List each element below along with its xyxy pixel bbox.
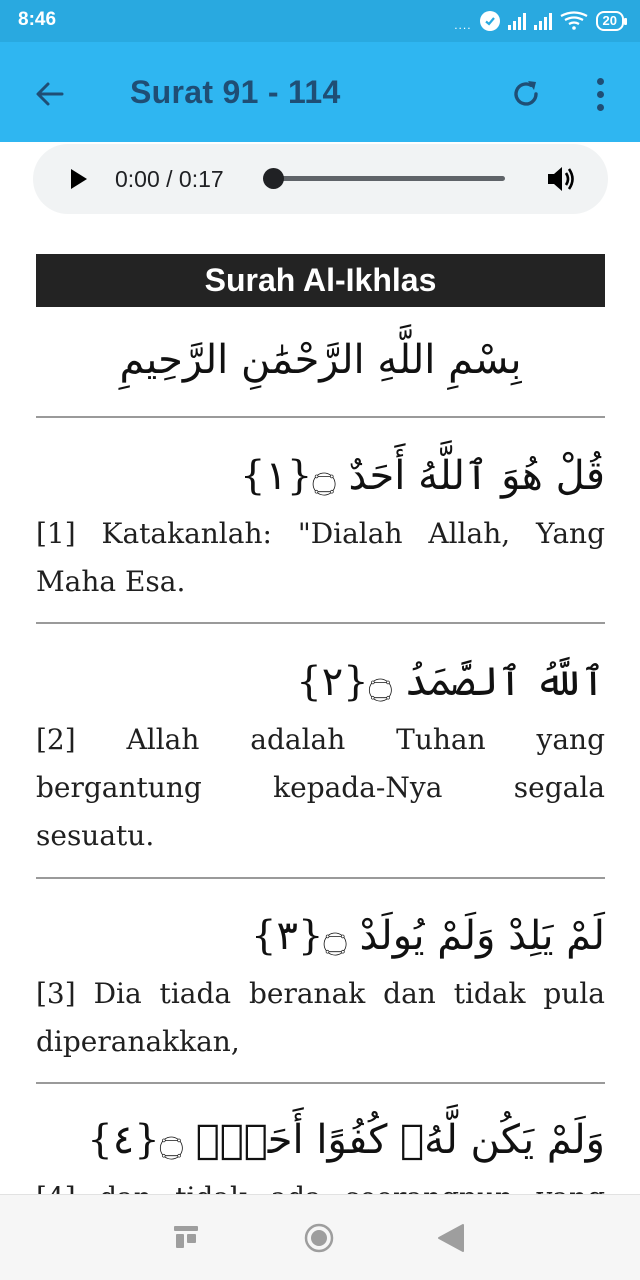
status-time: 8:46: [18, 9, 57, 30]
recents-icon[interactable]: [172, 1223, 200, 1251]
check-circle-icon: [480, 11, 500, 31]
play-icon: [67, 167, 89, 191]
signal-icon: [508, 12, 526, 30]
refresh-button[interactable]: [504, 72, 548, 116]
seek-bar[interactable]: [265, 176, 505, 181]
refresh-icon: [509, 77, 543, 111]
seek-thumb[interactable]: [263, 168, 284, 189]
verse-2-arabic: ٱللَّهُ ٱلصَّمَدُ ۝{٢}: [296, 659, 605, 705]
audio-player: [33, 144, 608, 214]
play-button[interactable]: [63, 164, 93, 194]
back-button[interactable]: [28, 72, 72, 116]
battery-icon: 20: [596, 11, 624, 31]
divider: [36, 416, 605, 418]
system-nav-bar: [0, 1194, 640, 1280]
divider: [36, 877, 605, 879]
verse-1-arabic: قُلْ هُوَ ٱللَّهُ أَحَدٌ ۝{١}: [239, 453, 605, 499]
basmala-text: بِسْمِ اللَّهِ الرَّحْمَٰنِ الرَّحِيمِ: [119, 337, 522, 383]
status-bar: [0, 0, 640, 42]
nav-back-icon[interactable]: [436, 1222, 466, 1254]
more-vert-icon: [597, 78, 604, 85]
verse-2-translation: [2] Allah adalah Tuhan yang bergantung kepada-Nya segala sesuatu.: [36, 723, 605, 852]
verse-1-translation: [1] Katakanlah: "Dialah Allah, Yang Maha Esa.: [36, 517, 605, 598]
content-area[interactable]: [0, 142, 640, 1194]
arrow-left-icon: [34, 78, 66, 110]
verse-3-arabic: لَمْ يَلِدْ وَلَمْ يُولَدْ ۝{٣}: [251, 913, 605, 959]
notification-dots: ....: [454, 18, 472, 32]
signal-icon-2: [534, 12, 552, 30]
more-options-button[interactable]: [584, 72, 616, 116]
app-bar: [0, 42, 640, 142]
volume-button[interactable]: [543, 162, 579, 196]
status-icons: [454, 9, 624, 33]
surah-title: Surah Al-Ikhlas: [36, 254, 605, 307]
page-title: Surat 91 - 114: [130, 74, 341, 110]
verse-3-translation: [3] Dia tiada beranak dan tidak pula diperanakkan,: [36, 977, 605, 1058]
divider: [36, 1082, 605, 1084]
wifi-icon: [560, 12, 588, 30]
volume-icon: [545, 164, 577, 194]
audio-time: 0:00 / 0:17: [115, 166, 224, 192]
verse-4-arabic: وَلَمْ يَكُن لَّهُۥ كُفُوًا أَحَدٌۢ ۝{٤}: [87, 1117, 605, 1163]
divider: [36, 622, 605, 624]
home-icon[interactable]: [304, 1223, 334, 1253]
